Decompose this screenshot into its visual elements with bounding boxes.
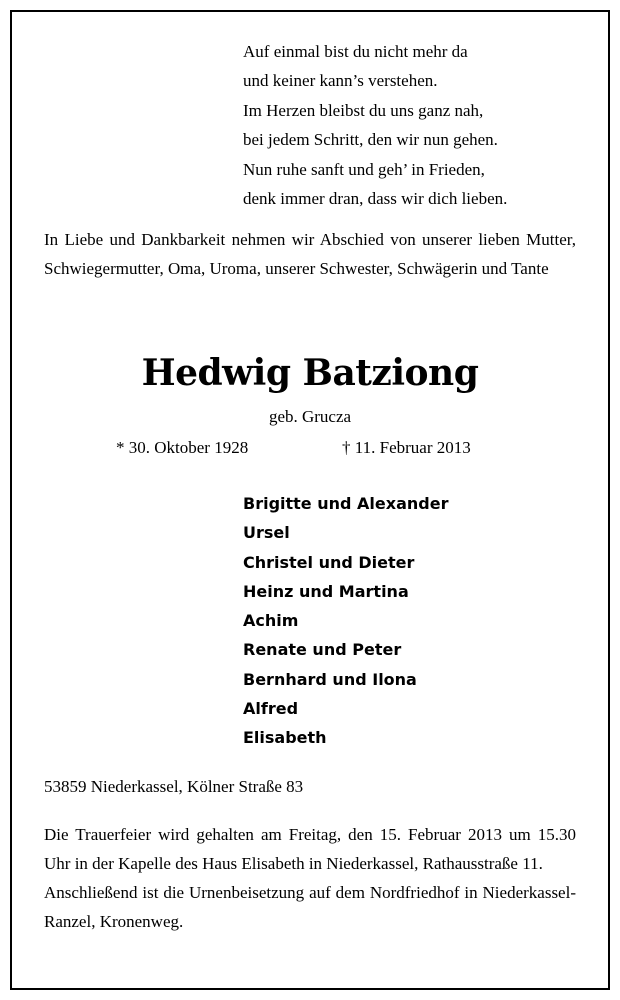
service-details: Die Trauerfeier wird gehalten am Freitag, den 15. Februar 2013 um 15.30 Uhr in der Kapelle des Haus Elisabeth in Niederkassel, Rathausstraße 11. — [44, 825, 576, 873]
mourner-entry: Heinz und Martina — [243, 581, 409, 601]
mourner-entry: Alfred — [243, 699, 299, 719]
poem-line: Im Herzen bleibst du uns ganz nah, — [243, 100, 484, 120]
poem-line: und keiner kann’s verstehen. — [243, 71, 438, 91]
deceased-name: Hedwig Batziong — [141, 352, 479, 394]
mourner-entry: Achim — [243, 611, 299, 631]
mourner-entry: Ursel — [243, 523, 290, 543]
mourner-entry: Brigitte und Alexander — [243, 494, 449, 513]
poem-line: bei jedem Schritt, den wir nun gehen. — [243, 130, 498, 150]
mourner-entry: Elisabeth — [243, 728, 327, 748]
mourner-entry: Christel und Dieter — [243, 552, 415, 572]
birth-name: geb. Grucza — [268, 407, 352, 426]
memorial-poem — [243, 37, 507, 213]
farewell-intro: In Liebe und Dankbarkeit nehmen wir Abschied von unserer lieben Mutter, Schwiegermutter, Oma, Uroma, unserer Schwester, Schwägerin und Tante — [44, 230, 576, 278]
poem-line: denk immer dran, dass wir dich lieben. — [243, 189, 508, 209]
burial-details: Anschließend ist die Urnenbeisetzung auf dem Nordfriedhof in Niederkassel-Ranzel, Kronenweg. — [44, 883, 576, 931]
family-address: 53859 Niederkassel, Kölner Straße 83 — [44, 777, 304, 796]
mourners-list — [243, 489, 448, 753]
birth-date: * 30. Oktober 1928 — [116, 438, 249, 457]
mourner-entry: Renate und Peter — [243, 640, 402, 660]
mourner-entry: Bernhard und Ilona — [243, 669, 417, 689]
death-date: † 11. Februar 2013 — [342, 438, 471, 457]
poem-line: Nun ruhe sanft und geh’ in Frieden, — [243, 159, 485, 179]
funeral-service-info — [44, 820, 576, 936]
poem-line: Auf einmal bist du nicht mehr da — [243, 42, 468, 61]
